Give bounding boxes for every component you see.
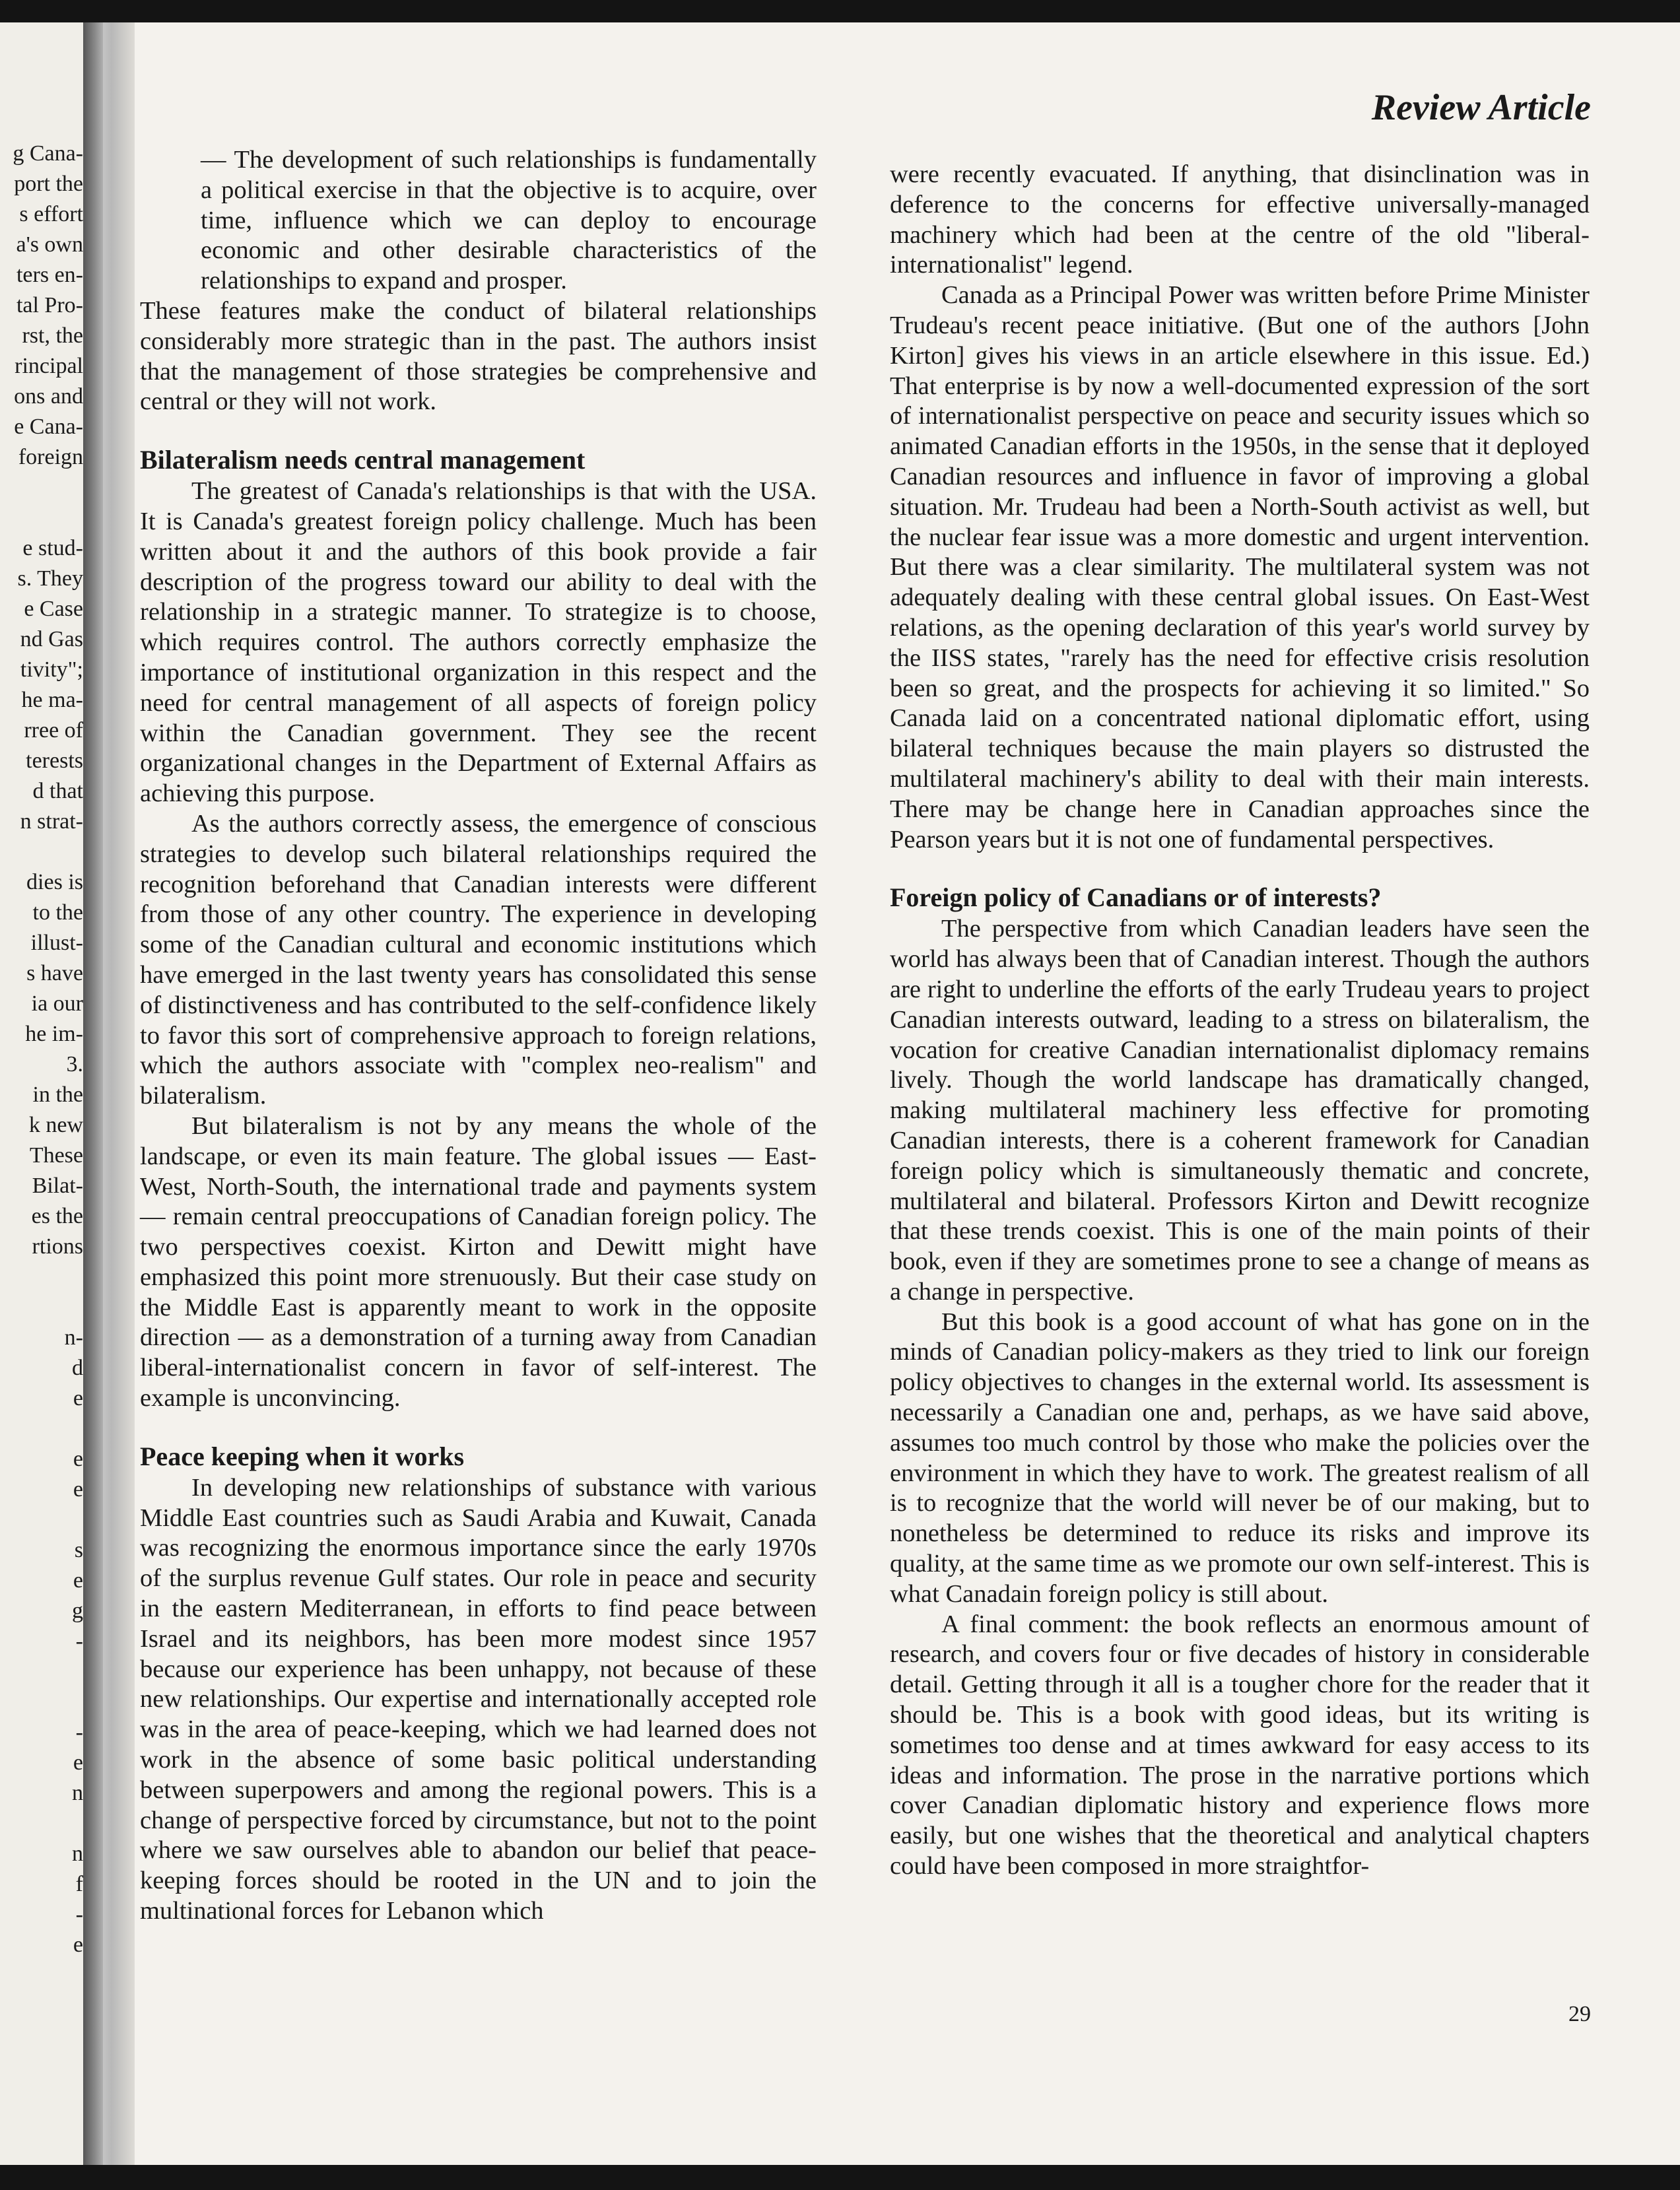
margin-fragment: These	[29, 1143, 83, 1168]
scan-top-edge	[0, 0, 1680, 22]
margin-fragment: he im-	[25, 1022, 83, 1046]
scan-bottom-edge	[0, 2165, 1680, 2190]
section-gap	[140, 417, 817, 444]
margin-fragment: es the	[31, 1204, 83, 1228]
paragraph: The greatest of Canada's relationships is that with the USA. It is Canada's greatest foreign policy challenge. Much has been written about it and the authors of this book provide a fair description of the progress toward our ability to deal with the relationship in a strategic manner. To strategize is to choose, which requires control. The authors correctly emphasize the importance of institutional organization in this respect and the need for central management of all aspects of foreign policy within the Canadian government. They see the recent organizational changes in the Department of External Affairs as achieving this purpose.	[140, 477, 817, 808]
margin-fragment: k new	[28, 1113, 83, 1137]
paragraph: Canada as a Principal Power was written before Prime Minister Trudeau's recent peace initiative. (But one of the authors [John Kirton] gives his views in an article elsewhere in this issue. Ed.) That enterprise is by now a well-documented expression of the sort of internationalist perspective on peace and security issues which so animated Canadian efforts in the 1950s, in the sense that it deployed Canadian resources and influence in favor of improving a global situation. Mr. Trudeau had been a North-South activist as well, but the nuclear fear issue was a more domestic and urgent intervention. But there was a clear similarity. The multilateral system was not adequately dealing with these central global issues. On East-West relations, as the opening declaration of this year's world survey by the IISS states, "rarely has the need for effective crisis resolution been so great, and the prospects for achieving it so limited." So Canada laid on a concentrated national diplomatic effort, using bilateral techniques because the main players so distrusted the multilateral machinery's ability to deal with their main interests. There may be change here in Canadian approaches since the Pearson years but it is not one of fundamental perspectives.	[890, 281, 1590, 853]
margin-fragment: e	[73, 1447, 83, 1471]
margin-fragment: ons and	[14, 384, 83, 409]
paragraph: But bilateralism is not by any means the whole of the landscape, or even its main feature. The global issues — East-West, North-South, the international trade and payments system — remain central preoccupations of Canadian foreign policy. The two perspectives coexist. Kirton and Dewitt might have emphasized this point more strenuously. But their case study on the Middle East is apparently meant to work in the opposite direction — as a demonstration of a turning away from Canadian liberal-internationalist concern in favor of self-interest. The example is unconvincing.	[140, 1112, 817, 1412]
margin-fragment: he ma-	[21, 688, 83, 712]
section-gap	[140, 1414, 817, 1440]
section-gap	[890, 855, 1590, 881]
margin-fragment: n	[72, 1842, 83, 1866]
margin-fragment: a's own	[16, 232, 83, 257]
margin-fragment: -	[75, 1902, 83, 1927]
margin-fragment: e	[73, 1750, 83, 1775]
margin-fragment: tal Pro-	[16, 293, 83, 317]
margin-fragment: in the	[32, 1082, 83, 1107]
margin-fragment: d	[72, 1356, 83, 1380]
margin-fragment: rree of	[24, 718, 83, 743]
margin-fragment: terests	[26, 748, 83, 773]
margin-fragment: g Cana-	[13, 141, 83, 166]
margin-fragment: f	[75, 1872, 83, 1896]
margin-fragment: foreign	[18, 445, 83, 469]
margin-fragment: rincipal	[15, 354, 83, 378]
margin-fragment: to the	[32, 900, 83, 925]
margin-fragment: ia our	[31, 991, 83, 1016]
margin-fragment: 3.	[66, 1052, 83, 1077]
paragraph: A final comment: the book reflects an enormous amount of research, and covers four or five decades of history in considerable detail. Getting through it all is a tougher chore for the reader that it should be. This is a book with good ideas, but its writing is sometimes too dense and at times awkward for easy access to its ideas and information. The prose in the narrative portions which cover Canadian diplomatic history and experience flows more easily, but one wishes that the theoretical and analytical chapters could have been composed in more straightfor-	[890, 1610, 1590, 1880]
margin-fragment: s effort	[19, 202, 83, 226]
margin-fragment: s	[74, 1538, 83, 1562]
margin-fragment: -	[75, 1720, 83, 1744]
margin-fragment: e	[73, 1933, 83, 1957]
block-quote: — The development of such relationships is fundamentally a political exercise in that the objective is to acquire, over time, influence which we can deploy to encourage economic and other desirable characteristics of the relationships to expand and prosper.	[201, 146, 817, 295]
margin-fragment: tivity";	[20, 657, 83, 682]
margin-fragment: d that	[32, 779, 83, 803]
margin-fragment: e Case	[24, 597, 83, 621]
paragraph: These features make the conduct of bilateral relationships considerably more strategic than in the past. The authors insist that the management of those strategies be comprehensive and central or they will not work.	[140, 296, 817, 416]
margin-fragment: e Cana-	[14, 415, 83, 439]
margin-fragment: n	[72, 1781, 83, 1805]
section-heading: Bilateralism needs central management	[140, 445, 586, 475]
margin-fragment: illust-	[30, 931, 83, 955]
margin-fragment: e	[73, 1477, 83, 1502]
margin-fragment: ters en-	[16, 263, 83, 287]
book-gutter-shadow	[83, 22, 103, 2165]
margin-fragment: g	[72, 1599, 83, 1623]
margin-fragment: rst, the	[22, 323, 83, 348]
paragraph: As the authors correctly assess, the emergence of conscious strategies to develop such bilateral relationships required the recognition beforehand that Canadian interests were different from those of any other country. The experience in developing some of the Canadian cultural and economic institutions which have emerged in the last twenty years has consolidated this sense of distinctiveness and has contributed to the self-confidence likely to favor this sort of comprehensive approach to foreign relations, which the authors associate with "complex neo-realism" and bilateralism.	[140, 809, 817, 1110]
section-header: Review Article	[1371, 87, 1591, 128]
margin-fragment: Bilat-	[32, 1174, 83, 1198]
margin-fragment: s have	[26, 961, 83, 985]
margin-fragment: n strat-	[20, 809, 83, 834]
paragraph: In developing new relationships of substance with various Middle East countries such as Saudi Arabia and Kuwait, Canada was recognizing the enormous importance since the early 1970s of the surplus revenue Gulf states. Our role in peace and security in the eastern Mediterranean, in efforts to find peace between Israel and its neighbors, has been more modest since 1957 because our experience has been unhappy, not because of these new relationships. Our expertise and internationally accepted role was in the area of peace-keeping, which we had learned does not work in the absence of some basic political understanding between superpowers and among the regional powers. This is a change of perspective forced by circumstance, but not to the point where we saw ourselves able to abandon our belief that peace-keeping forces should be rooted in the UN and to join the multinational forces for Lebanon which	[140, 1473, 817, 1925]
paragraph: were recently evacuated. If anything, that disinclination was in deference to the concerns for effective universally-managed machinery which had been at the centre of the old "liberal-internationalist" legend.	[890, 160, 1590, 279]
margin-fragment: port the	[14, 172, 83, 196]
margin-fragment: nd Gas	[20, 627, 83, 651]
margin-fragment: n-	[64, 1325, 83, 1350]
section-heading: Foreign policy of Canadians or of interests?	[890, 882, 1382, 913]
page-number: 29	[1568, 2002, 1591, 2026]
margin-fragment: -	[75, 1629, 83, 1653]
section-heading: Peace keeping when it works	[140, 1441, 465, 1471]
margin-fragment: rtions	[32, 1234, 83, 1259]
column-left	[140, 145, 817, 1927]
margin-fragment: e	[73, 1386, 83, 1410]
facing-page-margin	[0, 22, 83, 2165]
paragraph: The perspective from which Canadian leaders have seen the world has always been that of Canadian interest. Though the authors are right to underline the efforts of the early Trudeau years to project Canadian interests outward, leading to a stress on bilateralism, the vocation for creative Canadian internationalist diplomacy remains lively. Though the world landscape has dramatically changed, making multilateral machinery less effective for promoting Canadian interests, there is a coherent framework for Canadian foreign policy which is simultaneously thematic and concrete, multilateral and bilateral. Professors Kirton and Dewitt recognize that these trends coexist. This is one of the main points of their book, even if they are sometimes prone to see a change of means as a change in perspective.	[890, 915, 1590, 1306]
margin-fragment: e	[73, 1568, 83, 1593]
margin-fragment: e stud-	[22, 536, 83, 560]
margin-fragment: s. They	[17, 566, 83, 591]
column-right	[890, 160, 1590, 1882]
margin-fragment: dies is	[26, 870, 83, 894]
paragraph: But this book is a good account of what has gone on in the minds of Canadian policy-makers as they tried to link our foreign policy objectives to changes in the external world. Its assessment is necessarily a Canadian one and, perhaps, as we have said above, assumes too much control by those who make the policies over the environment in which they have to work. The greatest realism of all is to recognize that the world will never be of our making, but to nonetheless be determined to reduce its risks and improve its quality, at the same time as we promote our own self-interest. This is what Canadain foreign policy is still about.	[890, 1308, 1590, 1608]
